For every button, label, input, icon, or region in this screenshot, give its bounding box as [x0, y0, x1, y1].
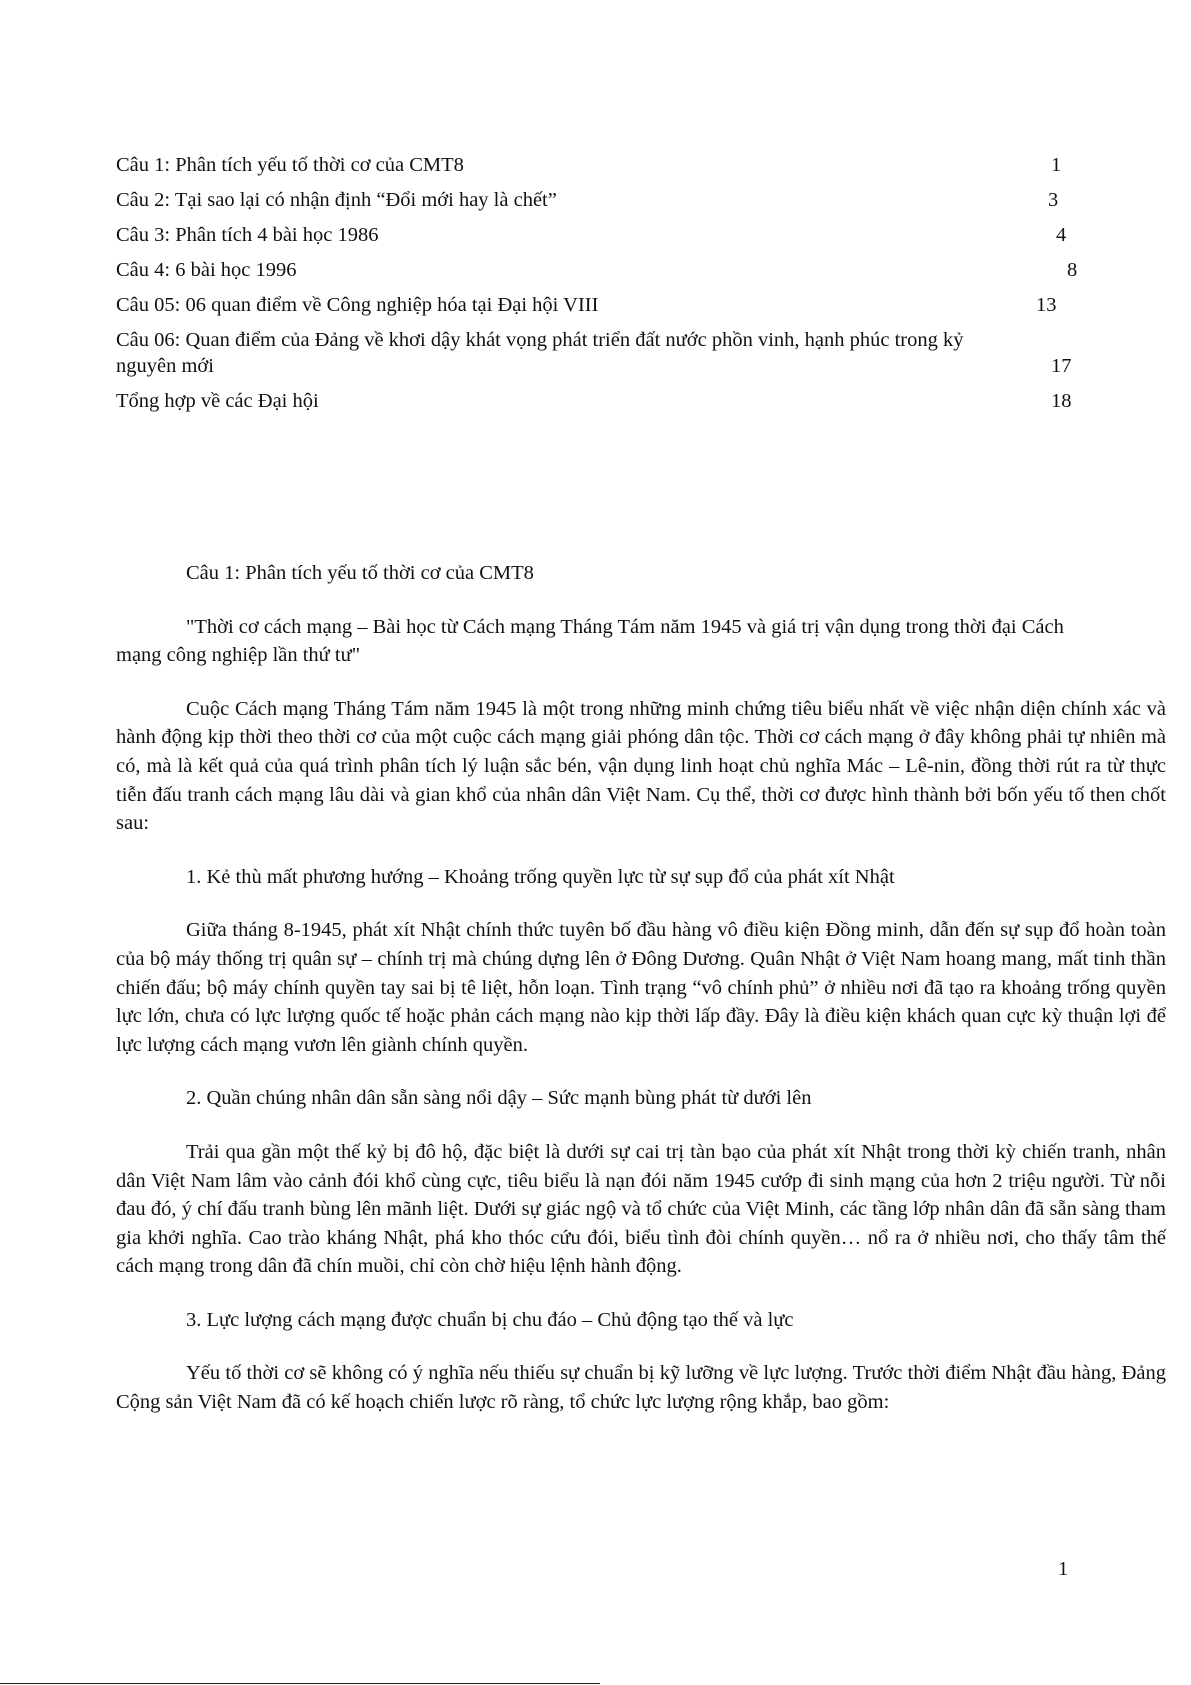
section-heading-q1: Câu 1: Phân tích yếu tố thời cơ của CMT8	[186, 562, 534, 584]
toc-entry-title: Tổng hợp về các Đại hội	[116, 390, 319, 412]
page-number: 1	[1058, 1558, 1069, 1580]
toc-entry-7[interactable]	[116, 388, 1076, 414]
toc-entry-page: 3	[1048, 189, 1059, 211]
toc-entry-page: 4	[1056, 224, 1067, 246]
toc-entry-3[interactable]	[116, 222, 1076, 248]
quote-title: "Thời cơ cách mạng – Bài học từ Cách mạng Tháng Tám năm 1945 và giá trị vận dụng trong thời đại Cách mạng công nghiệp lần thứ tư"	[116, 615, 1064, 667]
paragraph-3: Yếu tố thời cơ sẽ không có ý nghĩa nếu thiếu sự chuẩn bị kỹ lưỡng về lực lượng. Trước thời điểm Nhật đầu hàng, Đảng Cộng sản Việt Nam đã có kế hoạch chiến lược rõ ràng, tổ chức lực lượng rộng khắp, bao gồm:	[116, 1362, 1166, 1414]
paragraph-1: Giữa tháng 8-1945, phát xít Nhật chính thức tuyên bố đầu hàng vô điều kiện Đồng minh, dẫn đến sự sụp đổ hoàn toàn của bộ máy thống trị quân sự – chính trị mà chúng dựng lên ở Đông Dương. Quân Nhật ở Việt Nam hoang mang, mất tinh thần chiến đấu; bộ máy chính quyền tay sai bị tê liệt, hỗn loạn. Tình trạng “vô chính phủ” ở nhiều nơi đã tạo ra khoảng trống quyền lực lớn, chưa có lực lượng quốc tế hoặc phản cách mạng nào kịp thời lấp đầy. Đây là điều kiện khách quan cực kỳ thuận lợi để lực lượng cách mạng vươn lên giành chính quyền.	[116, 919, 1166, 1056]
toc-entry-page: 1	[1051, 154, 1062, 176]
document-body	[116, 559, 1166, 1417]
toc-entry-page: 8	[1067, 259, 1078, 281]
toc-entry-2[interactable]	[116, 187, 1076, 213]
toc-entry-page: 18	[1051, 390, 1072, 412]
paragraph-2: Trải qua gần một thế kỷ bị đô hộ, đặc biệt là dưới sự cai trị tàn bạo của phát xít Nhật trong thời kỳ chiến tranh, nhân dân Việt Nam lâm vào cảnh đói khổ cùng cực, tiêu biểu là nạn đói năm 1945 cướp đi sinh mạng của hơn 2 triệu người. Từ nỗi đau đó, ý chí đấu tranh bùng lên mãnh liệt. Dưới sự giác ngộ và tổ chức của Việt Minh, các tầng lớp nhân dân đã sẵn sàng tham gia khởi nghĩa. Cao trào kháng Nhật, phá kho thóc cứu đói, biểu tình đòi chính quyền… nổ ra ở nhiều nơi, cho thấy tâm thế cách mạng trong dân đã chín muồi, chỉ còn chờ hiệu lệnh hành động.	[116, 1140, 1166, 1278]
toc-entry-title: Câu 2: Tại sao lại có nhận định “Đổi mới hay là chết”	[116, 189, 557, 211]
toc-entry-page: 13	[1036, 294, 1057, 316]
subheading-3: 3. Lực lượng cách mạng được chuẩn bị chu đáo – Chủ động tạo thế và lực	[186, 1308, 794, 1331]
table-of-contents	[116, 152, 1076, 423]
subheading-2: 2. Quần chúng nhân dân sẵn sàng nổi dậy – Sức mạnh bùng phát từ dưới lên	[186, 1087, 812, 1110]
toc-entry-title: Câu 05: 06 quan điểm về Công nghiệp hóa tại Đại hội VIII	[116, 294, 599, 316]
toc-entry-6[interactable]	[116, 327, 1076, 379]
toc-entry-page: 17	[1051, 355, 1072, 377]
footer-rule	[0, 1683, 600, 1684]
toc-entry-1[interactable]	[116, 152, 1062, 178]
toc-entry-title: Câu 06: Quan điểm của Đảng về khơi dậy khát vọng phát triển đất nước phồn vinh, hạnh phúc trong kỷ nguyên mới	[116, 329, 964, 377]
toc-entry-5[interactable]	[116, 292, 1076, 318]
intro-paragraph: Cuộc Cách mạng Tháng Tám năm 1945 là một trong những minh chứng tiêu biểu nhất về việc nhận diện chính xác và hành động kịp thời theo thời cơ của một cuộc cách mạng giải phóng dân tộc. Thời cơ cách mạng ở đây không phải tự nhiên mà có, mà là kết quả của quá trình phân tích lý luận sắc bén, vận dụng linh hoạt chủ nghĩa Mác – Lê-nin, đồng thời rút ra từ thực tiễn đấu tranh cách mạng lâu dài và gian khổ của nhân dân Việt Nam. Cụ thể, thời cơ được hình thành bởi bốn yếu tố then chốt sau:	[116, 697, 1166, 835]
toc-entry-title: Câu 3: Phân tích 4 bài học 1986	[116, 224, 379, 246]
toc-entry-title: Câu 4: 6 bài học 1996	[116, 259, 297, 281]
toc-entry-title: Câu 1: Phân tích yếu tố thời cơ của CMT8	[116, 154, 464, 176]
subheading-1: 1. Kẻ thù mất phương hướng – Khoảng trống quyền lực từ sự sụp đổ của phát xít Nhật	[186, 865, 895, 888]
toc-entry-4[interactable]	[116, 257, 1076, 283]
